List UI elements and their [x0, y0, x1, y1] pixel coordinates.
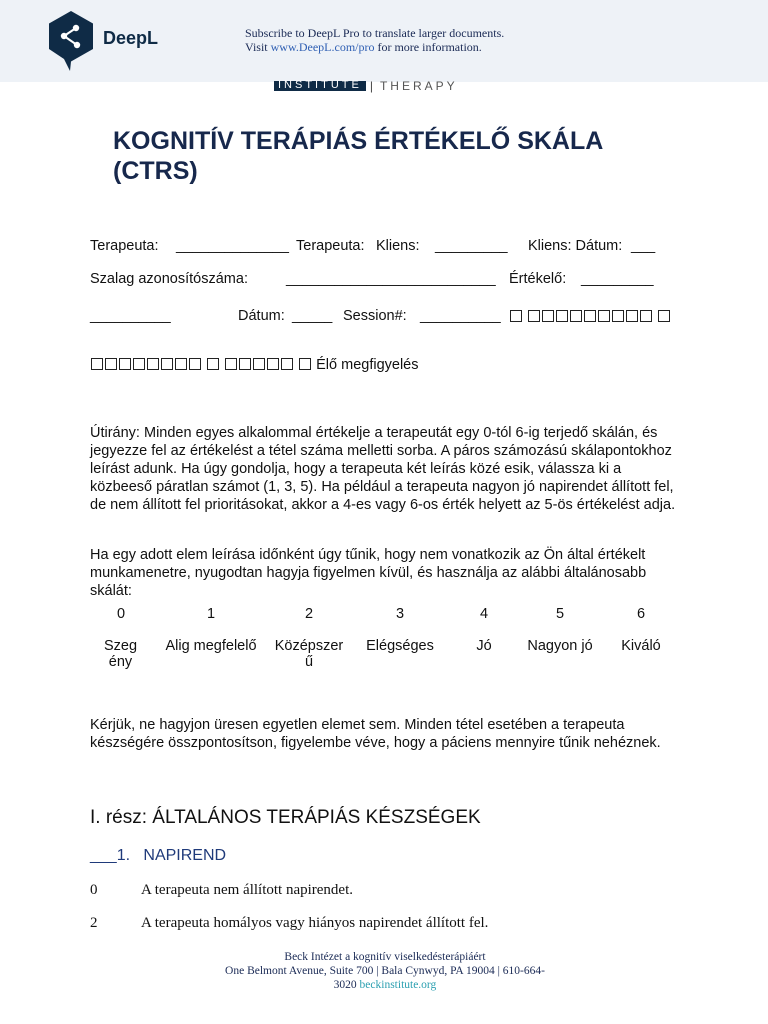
client-date-blank[interactable]: ___	[631, 238, 656, 254]
scale-label: Alig megfelelő	[165, 638, 257, 654]
scale-number: 4	[479, 606, 489, 622]
missing-glyph-icon	[253, 358, 265, 370]
scale-number: 5	[555, 606, 565, 622]
observation-row	[90, 357, 418, 373]
therapist-label: Terapeuta:	[90, 238, 159, 254]
missing-glyph-icon	[147, 358, 159, 370]
item-score: 2	[90, 915, 98, 931]
missing-glyph-icon	[584, 310, 596, 322]
subsection-heading	[90, 847, 226, 865]
footer-line-2: One Belmont Avenue, Suite 700 | Bala Cynwyd, PA 19004 | 610-664-	[225, 965, 545, 977]
missing-glyph-icon	[598, 310, 610, 322]
beck-institute-link[interactable]: beckinstitute.org	[359, 979, 437, 991]
missing-glyph-icon	[189, 358, 201, 370]
missing-glyph-icon	[91, 358, 103, 370]
item-score-blank[interactable]: ___	[90, 847, 117, 864]
banner-line-2	[245, 40, 504, 54]
missing-glyph-icon	[528, 310, 540, 322]
section-title: I. rész: ÁLTALÁNOS TERÁPIÁS KÉSZSÉGEK	[90, 807, 481, 828]
institute-label: INSTITUTE	[274, 81, 366, 91]
deepl-brand-name: DeepL	[103, 28, 159, 48]
therapist-label-2: Terapeuta:	[296, 238, 365, 254]
rater-label: Értékelő:	[509, 271, 567, 287]
date-label: Dátum:	[238, 308, 285, 324]
item-description: A terapeuta homályos vagy hiányos napirendet állított fel.	[141, 915, 489, 931]
scale-label: Szeg ény	[103, 638, 138, 670]
banner-line-1: Subscribe to DeepL Pro to translate larger documents.	[245, 26, 505, 40]
missing-glyph-icon	[225, 358, 237, 370]
missing-glyph-icon	[542, 310, 554, 322]
scale-number: 3	[395, 606, 405, 622]
item-description: A terapeuta nem állított napirendet.	[141, 882, 354, 898]
scale-number: 2	[304, 606, 314, 622]
footer-line-1: Beck Intézet a kognitív viselkedésterápiáért	[284, 951, 486, 963]
checkbox-icon[interactable]	[299, 358, 311, 370]
header-separator: |	[369, 79, 376, 93]
checkbox-icon[interactable]	[510, 310, 522, 322]
scale-intro-paragraph: Ha egy adott elem leírása időnként úgy tűnik, hogy nem vonatkozik az Ön által értékelt munkamenetre, nyugodtan hagyja figyelmen kívül, és használja az alábbi általánosabb skálát:	[90, 547, 647, 599]
instructions-paragraph: Útirány: Minden egyes alkalommal értékelje a terapeutát egy 0-tól 6-ig terjedő skálán, és jegyezze fel az értékelést a tétel száma melletti sorba. A páros számozású skálapontokhoz leírást adunk. Ha úgy gondolja, hogy a terapeuta két leírás közé esik, válassza ki a közbeeső páratlan számot (1, 3, 5). Ha például a terapeuta nagyon jó napirendet állított fel, de nem állított fel prioritásokat, akkor a 4-es vagy 6-os érték helyett az 5-ös értékelést adja.	[90, 425, 676, 513]
scale-number: 1	[206, 606, 216, 622]
scale-number: 6	[636, 606, 646, 622]
missing-glyph-icon	[626, 310, 638, 322]
page-footer	[200, 950, 570, 992]
checkbox-icon[interactable]	[207, 358, 219, 370]
session-label: Session#:	[343, 308, 407, 324]
institute-header-strip	[274, 78, 458, 91]
banner-line-2-prefix: Visit	[245, 40, 271, 54]
leading-blank[interactable]: __________	[90, 308, 171, 324]
note-paragraph: Kérjük, ne hagyjon üresen egyetlen elemet sem. Minden tétel esetében a terapeuta készségére összpontosítson, figyelembe véve, hogy a páciens mennyire tűnik nehéznek.	[90, 717, 661, 751]
therapy-label: THERAPY	[379, 79, 458, 93]
scale-label: Jó	[476, 638, 492, 654]
missing-glyph-icon	[281, 358, 293, 370]
scale-label: Középszer ű	[274, 638, 344, 670]
missing-glyph-icon	[267, 358, 279, 370]
tape-id-label: Szalag azonosítószáma:	[90, 271, 248, 287]
client-date-label: Kliens: Dátum:	[528, 238, 623, 254]
missing-glyph-icon	[556, 310, 568, 322]
scale-label: Nagyon jó	[527, 638, 593, 654]
checkbox-glyph-row	[509, 309, 671, 325]
missing-glyph-icon	[119, 358, 131, 370]
checkbox-icon[interactable]	[658, 310, 670, 322]
session-blank[interactable]: __________	[420, 308, 501, 324]
scale-label: Kiváló	[621, 638, 661, 654]
footer-phone-suffix: 3020	[333, 979, 360, 991]
missing-glyph-icon	[640, 310, 652, 322]
tape-id-blank[interactable]: __________________________	[286, 271, 496, 287]
item-score: 0	[90, 882, 98, 898]
therapist-blank[interactable]: ______________	[176, 238, 289, 254]
missing-glyph-icon	[239, 358, 251, 370]
missing-glyph-icon	[133, 358, 145, 370]
item-number: 1.	[116, 847, 131, 864]
date-blank[interactable]: _____	[292, 308, 333, 324]
scale-number: 0	[116, 606, 126, 622]
missing-glyph-icon	[105, 358, 117, 370]
client-label: Kliens:	[376, 238, 420, 254]
client-blank[interactable]: _________	[435, 238, 508, 254]
rater-blank[interactable]: _________	[581, 271, 654, 287]
banner-line-2-suffix: for more information.	[374, 40, 482, 54]
footer-line-3	[200, 978, 570, 992]
scale-label: Elégséges	[366, 638, 434, 654]
missing-glyph-icon	[612, 310, 624, 322]
banner-message	[245, 26, 504, 54]
missing-glyph-icon	[175, 358, 187, 370]
missing-glyph-icon	[161, 358, 173, 370]
page-title: KOGNITÍV TERÁPIÁS ÉRTÉKELŐ SKÁLA (CTRS)	[113, 127, 603, 185]
live-observation-label: Élő megfigyelés	[316, 357, 419, 373]
missing-glyph-icon	[570, 310, 582, 322]
deepl-logo-icon[interactable]	[46, 10, 96, 72]
deepl-pro-link[interactable]: www.DeepL.com/pro	[270, 40, 375, 54]
item-title: NAPIREND	[143, 847, 227, 864]
